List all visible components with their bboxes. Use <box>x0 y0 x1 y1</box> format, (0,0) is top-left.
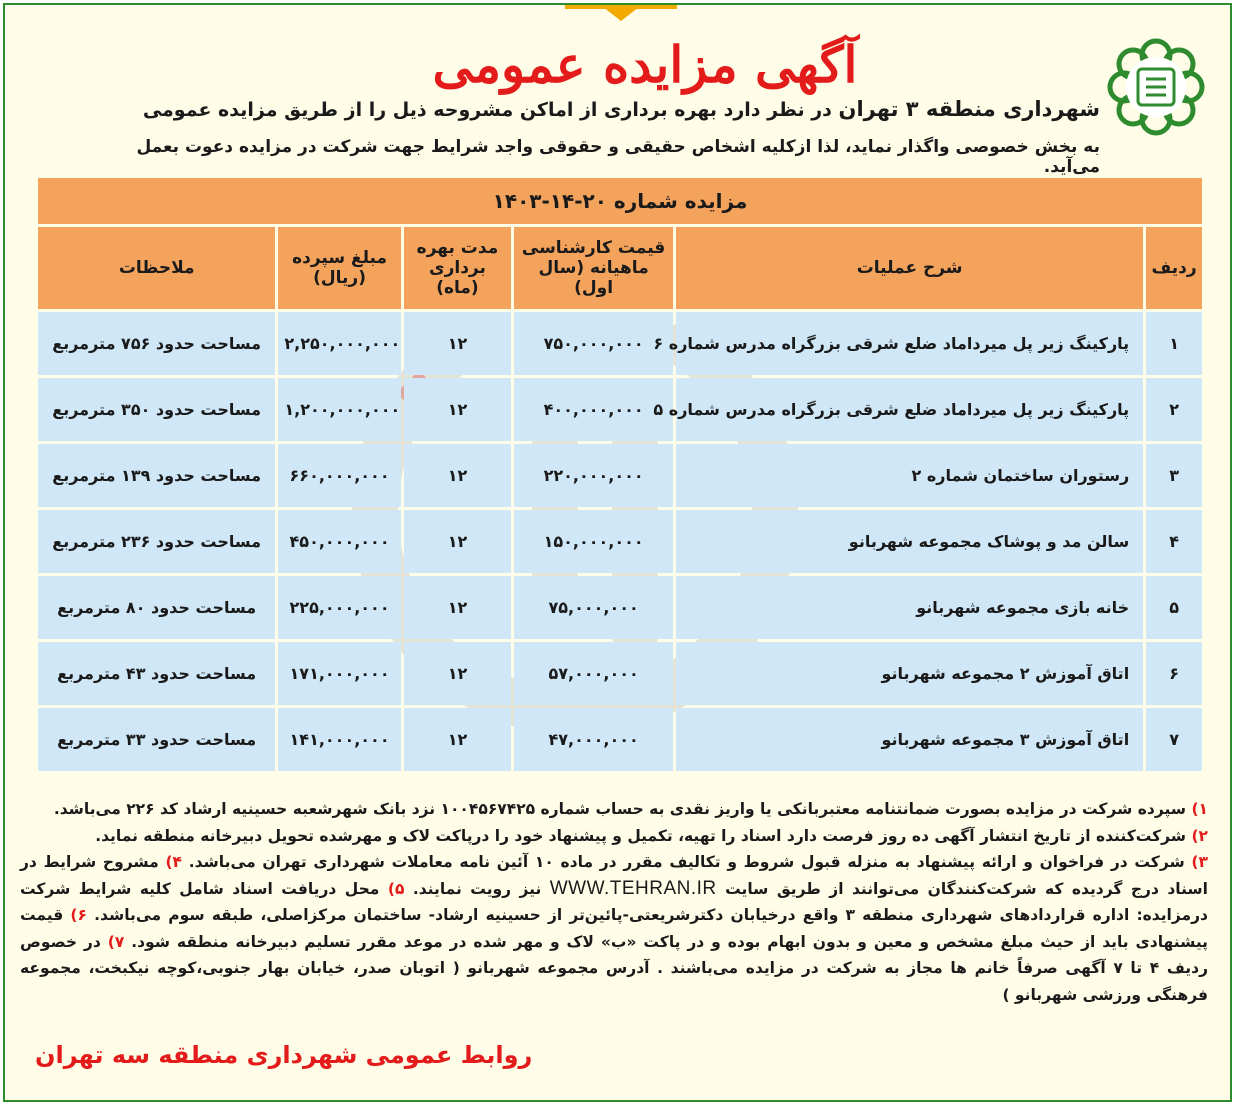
intro-line-1 <box>100 97 1100 121</box>
header-duration: مدت بهره برداری (ماه) <box>404 227 511 309</box>
note-7-key: ۷) <box>107 932 125 951</box>
cell-description: اتاق آموزش ۲ مجموعه شهربانو <box>676 642 1143 705</box>
website-link[interactable]: WWW.TEHRAN.IR <box>549 877 717 899</box>
cell-deposit: ۲۲۵,۰۰۰,۰۰۰ <box>278 576 400 639</box>
cell-notes: مساحت حدود ۴۳ مترمربع <box>38 642 275 705</box>
intro-org: شهرداری منطقه ۳ تهران <box>838 97 1100 121</box>
header-notes: ملاحظات <box>38 227 275 309</box>
cell-row-number: ۴ <box>1146 510 1202 573</box>
conditions-notes <box>20 796 1208 1008</box>
cell-row-number: ۱ <box>1146 312 1202 375</box>
table-row <box>38 576 1202 639</box>
cell-row-number: ۷ <box>1146 708 1202 771</box>
note-2-text: شرکت‌کننده از تاریخ انتشار آگهی ده روز فرصت دارد اسناد را تهیه، تکمیل و پیشنهاد خود را درپاکت لاک و مهرشده تحویل دبیرخانه منطقه نماید. <box>95 826 1192 845</box>
note-7-text: در خصوص ردیف ۴ تا ۷ آگهی صرفاً خانم ها مجاز به شرکت در مزایده می‌باشند . آدرس مجموعه شهربانو ( اتوبان صدر، خیابان بهار جنوبی،کوچه نیکبخت، مجموعه فرهنگی ورزشی شهربانو ) <box>20 932 1208 1004</box>
cell-price: ۱۵۰,۰۰۰,۰۰۰ <box>514 510 673 573</box>
cell-duration: ۱۲ <box>404 444 511 507</box>
note-4-key: ۴) <box>165 853 182 871</box>
cell-deposit: ۱۴۱,۰۰۰,۰۰۰ <box>278 708 400 771</box>
note-6-key: ۶) <box>70 906 87 924</box>
cell-description: خانه بازی مجموعه شهربانو <box>676 576 1143 639</box>
header-row-number: ردیف <box>1146 227 1202 309</box>
cell-duration: ۱۲ <box>404 708 511 771</box>
cell-description: اتاق آموزش ۳ مجموعه شهربانو <box>676 708 1143 771</box>
intro-line-2: به بخش خصوصی واگذار نماید، لذا ازکلیه اشخاص حقیقی و حقوقی واجد شرایط جهت شرکت در مزایده دعوت بعمل می‌آید. <box>136 137 1100 177</box>
cell-duration: ۱۲ <box>404 642 511 705</box>
cell-deposit: ۱۷۱,۰۰۰,۰۰۰ <box>278 642 400 705</box>
cell-deposit: ۴۵۰,۰۰۰,۰۰۰ <box>278 510 400 573</box>
cell-notes: مساحت حدود ۳۵۰ مترمربع <box>38 378 275 441</box>
note-1-key: ۱) <box>1191 800 1208 818</box>
cell-row-number: ۳ <box>1146 444 1202 507</box>
table-row <box>38 708 1202 771</box>
table-header-row <box>38 227 1202 309</box>
note-1-text: سپرده شرکت در مزایده بصورت ضمانتنامه معتبربانکی یا واریز نقدی به حساب شماره ۱۰۰۴۵۶۷۴۲۵ نزد بانک شهرشعبه حسینیه ارشاد کد ۲۲۶ می‌باشد. <box>53 800 1192 818</box>
cell-deposit: ۱,۲۰۰,۰۰۰,۰۰۰ <box>278 378 400 441</box>
cell-row-number: ۲ <box>1146 378 1202 441</box>
intro-line-1-rest: در نظر دارد بهره برداری از اماکن مشروحه ذیل را از طریق مزایده عمومی <box>142 99 839 121</box>
cell-duration: ۱۲ <box>404 312 511 375</box>
note-3-key: ۳) <box>1191 853 1208 871</box>
cell-deposit: ۲,۲۵۰,۰۰۰,۰۰۰ <box>278 312 400 375</box>
table-row <box>38 444 1202 507</box>
cell-row-number: ۶ <box>1146 642 1202 705</box>
cell-description: پارکینگ زیر پل میرداماد ضلع شرقی بزرگراه مدرس شماره ۶ <box>676 312 1143 375</box>
cell-notes: مساحت حدود ۷۵۶ مترمربع <box>38 312 275 375</box>
note-6-text: قیمت پیشنهادی باید از حیث مبلغ مشخص و معین و بدون ابهام بوده و در پاکت «ب» لاک و مهر شده در موعد مقرر تسلیم دبیرخانه منطقه شود. <box>20 906 1208 951</box>
cell-notes: مساحت حدود ۱۳۹ مترمربع <box>38 444 275 507</box>
cell-price: ۴۰۰,۰۰۰,۰۰۰ <box>514 378 673 441</box>
cell-price: ۵۷,۰۰۰,۰۰۰ <box>514 642 673 705</box>
note-2-key: ۲) <box>1191 826 1208 845</box>
cell-price: ۷۵۰,۰۰۰,۰۰۰ <box>514 312 673 375</box>
cell-row-number: ۵ <box>1146 576 1202 639</box>
cell-description: سالن مد و پوشاک مجموعه شهربانو <box>676 510 1143 573</box>
header-description: شرح عملیات <box>676 227 1143 309</box>
note-3-text: شرکت در فراخوان و ارائه پیشنهاد به منزله قبول شروط و تکالیف مقرر در ماده ۱۰ آئین نامه معاملات شهرداری تهران می‌باشد. <box>188 853 1192 871</box>
headline: آگهی مزایده عمومی <box>432 35 858 94</box>
top-accent-triangle <box>603 7 639 21</box>
cell-duration: ۱۲ <box>404 510 511 573</box>
cell-deposit: ۶۶۰,۰۰۰,۰۰۰ <box>278 444 400 507</box>
auction-table-grid <box>35 224 1205 774</box>
header-price: قیمت کارشناسی ماهیانه (سال اول) <box>514 227 673 309</box>
table-row <box>38 510 1202 573</box>
note-5-key: ۵) <box>387 879 405 898</box>
note-5-text: محل دریافت اسناد شامل کلیه شرایط شرکت درمزایده: اداره قراردادهای شهرداری منطقه ۳ واقع درخیابان دکترشریعتی-پائین‌تر از حسینیه ارشاد- ساختمان مرکزاصلی، طبقه سوم می‌باشد. <box>20 879 1208 924</box>
cell-notes: مساحت حدود ۸۰ مترمربع <box>38 576 275 639</box>
cell-notes: مساحت حدود ۲۳۶ مترمربع <box>38 510 275 573</box>
table-row <box>38 378 1202 441</box>
table-row <box>38 312 1202 375</box>
cell-price: ۷۵,۰۰۰,۰۰۰ <box>514 576 673 639</box>
cell-description: رستوران ساختمان شماره ۲ <box>676 444 1143 507</box>
table-row <box>38 642 1202 705</box>
note-4-text-b: نیز رویت نمایند. <box>412 879 550 898</box>
cell-description: پارکینگ زیر پل میرداماد ضلع شرقی بزرگراه مدرس شماره ۵ <box>676 378 1143 441</box>
cell-notes: مساحت حدود ۳۳ مترمربع <box>38 708 275 771</box>
ad-frame <box>3 3 1232 1102</box>
tehran-municipality-logo-icon <box>1102 33 1210 141</box>
auction-table <box>38 178 1202 774</box>
footer-signature: روابط عمومی شهرداری منطقه سه تهران <box>35 1041 533 1069</box>
note-4-text-a: مشروح شرایط در اسناد درج گردیده که شرکت‌کنندگان می‌توانند از طریق سایت <box>20 853 1208 898</box>
cell-price: ۲۲۰,۰۰۰,۰۰۰ <box>514 444 673 507</box>
table-title: مزایده شماره ۲۰-۱۴-۱۴۰۳ <box>38 178 1202 224</box>
cell-duration: ۱۲ <box>404 378 511 441</box>
header-deposit: مبلغ سپرده (ریال) <box>278 227 400 309</box>
cell-price: ۴۷,۰۰۰,۰۰۰ <box>514 708 673 771</box>
cell-duration: ۱۲ <box>404 576 511 639</box>
